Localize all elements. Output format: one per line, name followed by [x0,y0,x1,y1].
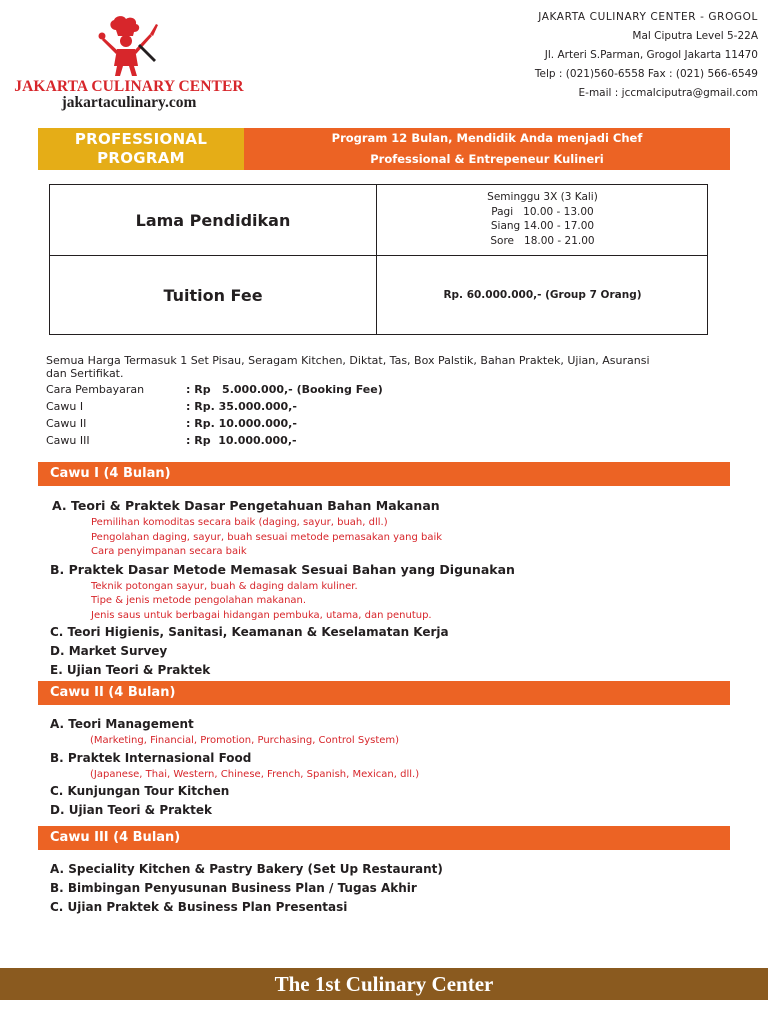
program-title [38,128,244,170]
price-value: : Rp 10.000.000,- [186,434,297,447]
curriculum-item: B. Praktek Dasar Metode Memasak Sesuai Bahan yang Digunakan [50,561,515,577]
schedule-line: Seminggu 3X (3 Kali) [487,191,598,203]
program-banner [38,128,730,170]
curriculum-subitem: Pengolahan daging, sayur, buah sesuai metode pemasakan yang baik [91,531,443,543]
schedule-line: Pagi 10.00 - 13.00 [491,205,594,218]
section-cawu-2 [50,715,730,820]
price-label: Cara Pembayaran [46,383,145,396]
program-title-line: PROFESSIONAL [74,130,208,148]
curriculum-item: B. Bimbingan Penyusunan Business Plan / Tugas Akhir [50,881,417,895]
fee-label: Tuition Fee [50,256,377,334]
brand-url: jakartaculinary.com [61,94,197,111]
curriculum-item: C. Ujian Praktek & Business Plan Presentasi [50,900,348,914]
price-row [46,381,736,398]
curriculum-item: C. Kunjungan Tour Kitchen [50,784,230,798]
contact-line: Mal Ciputra Level 5-22A [632,30,758,42]
curriculum-item: A. Teori Management [50,717,194,731]
section-header-cawu-1: Cawu I (4 Bulan) [38,462,730,486]
logo [14,16,244,112]
schedule-line: Sore 18.00 - 21.00 [490,234,595,247]
curriculum-subitem: (Japanese, Thai, Western, Chinese, French, Spanish, Mexican, dll.) [90,768,420,780]
price-note: Semua Harga Termasuk 1 Set Pisau, Seragam Kitchen, Diktat, Tas, Box Palstik, Bahan Praktek, Ujian, Asuransi [46,354,650,367]
section-cawu-3 [50,860,730,917]
price-label: Cawu I [46,400,84,413]
contact-phone: Telp : (021)560-6558 Fax : (021) 566-6549 [534,68,758,80]
price-label: Cawu III [46,434,90,447]
curriculum-subitem: Tipe & jenis metode pengolahan makanan. [91,595,307,606]
price-row [46,398,736,415]
price-value: : Rp. 10.000.000,- [186,417,297,430]
price-details [46,354,736,449]
section-header-cawu-2: Cawu II (4 Bulan) [38,681,730,705]
price-row [46,415,736,432]
curriculum-item: A. Speciality Kitchen & Pastry Bakery (Set Up Restaurant) [50,862,443,876]
contact-email: E-mail : jccmalciputra@gmail.com [578,87,758,99]
footer-banner [0,968,768,1000]
curriculum-item: C. Teori Higienis, Sanitasi, Keamanan & Keselamatan Kerja [50,625,449,639]
program-desc-line: Professional & Entrepeneur Kulineri [370,152,604,166]
contact-info [535,8,758,103]
price-label: Cawu II [46,417,87,430]
footer-tagline: The 1st Culinary Center [274,972,494,996]
price-value: : Rp. 35.000.000,- [186,400,297,413]
curriculum-subitem: Cara penyimpanan secara baik [91,546,247,557]
chef-logo-icon [96,16,162,78]
curriculum-subitem: Teknik potongan sayur, buah & daging dalam kuliner. [91,580,358,592]
schedule-line: Siang 14.00 - 17.00 [490,220,595,232]
brand-name: JAKARTA CULINARY CENTER [14,78,244,95]
program-info-table [49,184,708,335]
section-cawu-1 [50,496,730,680]
section-header-cawu-3: Cawu III (4 Bulan) [38,826,730,850]
curriculum-subitem: Jenis saus untuk berbagai hidangan pembuka, utama, dan penutup. [91,609,432,621]
curriculum-item: A. Teori & Praktek Dasar Pengetahuan Bahan Makanan [52,498,440,513]
price-list [46,381,736,449]
price-note: dan Sertifikat. [46,367,124,380]
curriculum-item: B. Praktek Internasional Food [50,750,252,765]
program-title-line: PROGRAM [97,149,185,167]
curriculum-subitem: (Marketing, Financial, Promotion, Purchasing, Control System) [90,735,400,746]
table-row [50,185,707,256]
price-row [46,432,736,449]
table-row [50,256,707,334]
fee-value: Rp. 60.000.000,- (Group 7 Orang) [443,289,642,301]
curriculum-item: D. Market Survey [50,644,168,658]
price-value: : Rp 5.000.000,- (Booking Fee) [186,383,383,396]
contact-line: JAKARTA CULINARY CENTER - GROGOL [538,11,758,23]
curriculum-item: E. Ujian Teori & Praktek [50,663,211,677]
schedule-cell [378,185,707,255]
curriculum-item: D. Ujian Teori & Praktek [50,803,212,817]
curriculum-subitem: Pemilihan komoditas secara baik (daging, sayur, buah, dll.) [91,517,388,528]
contact-line: Jl. Arteri S.Parman, Grogol Jakarta 11470 [544,49,758,61]
program-desc-line: Program 12 Bulan, Mendidik Anda menjadi Chef [331,131,643,145]
duration-label: Lama Pendidikan [50,185,377,255]
program-description [244,128,730,170]
